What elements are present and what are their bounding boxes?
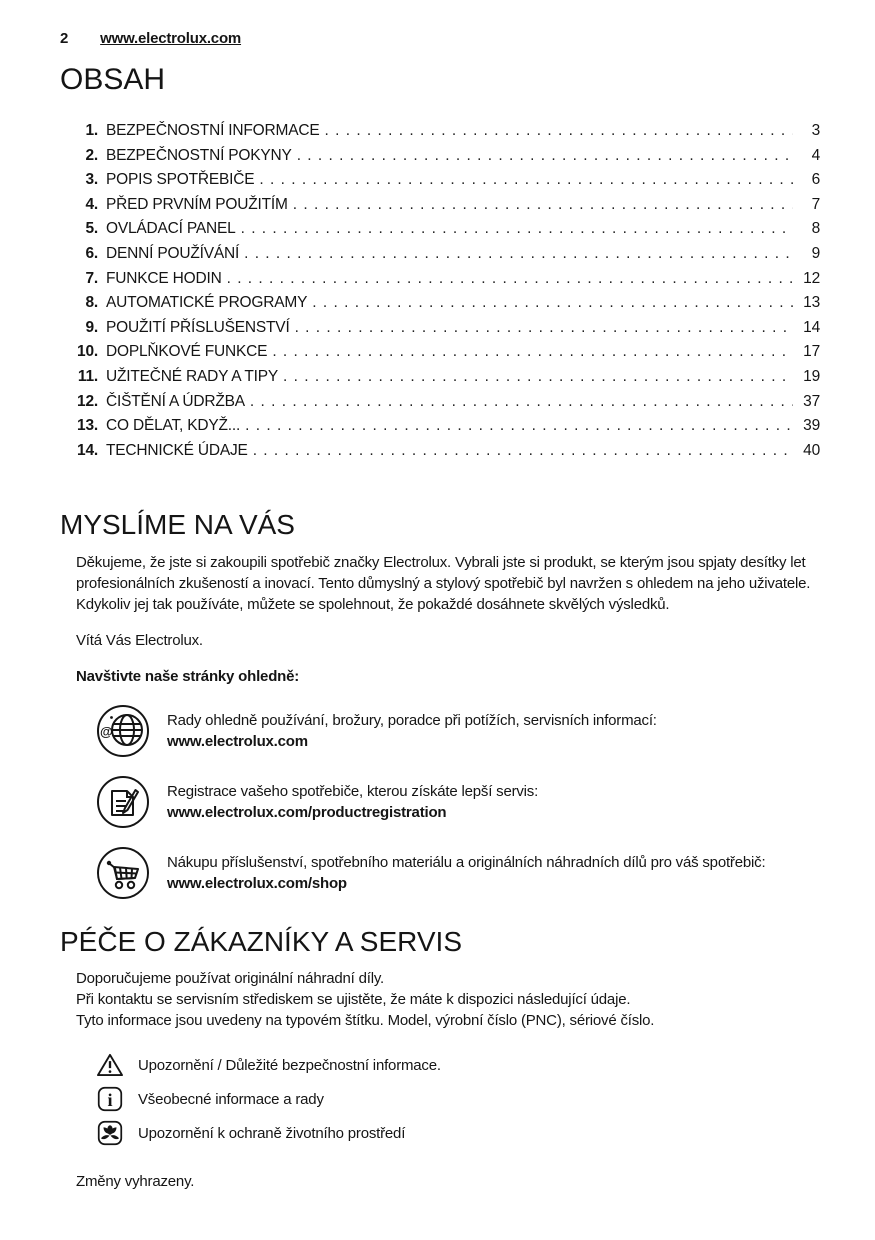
toc-entry-number: 6. xyxy=(85,244,98,262)
info-icon xyxy=(96,1085,124,1113)
toc-entry[interactable] xyxy=(60,267,820,292)
link-url[interactable]: www.electrolux.com/productregistration xyxy=(167,804,447,822)
toc-entry-number: 8. xyxy=(85,294,98,312)
dot-leader xyxy=(283,365,793,390)
toc-entry-label: BEZPEČNOSTNÍ INFORMACE xyxy=(106,122,320,139)
toc-entry-page: 17 xyxy=(803,343,820,361)
toc-entry-label: PŘED PRVNÍM POUŽITÍM xyxy=(106,195,288,213)
service-line: Tyto informace jsou uvedeny na typovém štítku. Model, výrobní číslo (PNC), sériové číslo. xyxy=(76,1012,655,1030)
info-note-row xyxy=(96,1085,820,1113)
toc-entry-number: 1. xyxy=(85,122,98,139)
product-registration-icon xyxy=(96,775,150,829)
header-site-url: www.electrolux.com xyxy=(100,30,242,47)
toc-entry-page: 39 xyxy=(803,417,820,435)
customer-care-title: PÉČE O ZÁKAZNÍKY A SERVIS xyxy=(60,926,463,958)
subject-to-change-note: Změny vyhrazeny. xyxy=(76,1173,195,1191)
website-link-row xyxy=(96,704,820,758)
toc-entry-page: 7 xyxy=(811,195,820,213)
toc-entry-number: 7. xyxy=(85,269,98,287)
toc-entry[interactable] xyxy=(60,414,820,439)
toc-entry[interactable] xyxy=(60,439,820,464)
toc-entry[interactable] xyxy=(60,119,820,144)
link-url[interactable]: www.electrolux.com/shop xyxy=(167,875,347,893)
toc-entry-page: 37 xyxy=(803,392,820,410)
dot-leader xyxy=(259,168,793,193)
link-description: Rady ohledně používání, brožury, poradce při potížích, servisních informací: xyxy=(167,712,657,730)
intro-paragraph: Děkujeme, že jste si zakoupili spotřebič značky Electrolux. Vybrali jste si produkt, se kterým jsou spjaty desítky let profesionálních zkušeností a inovací. Tento důmyslný a stylový spotřebič byl navržen s ohledem na jeho uživatele. Kdykoliv jej tak používáte, můžete se spolehnout, že pokaždé dosáhnete skvělých výsledků. xyxy=(76,554,811,614)
toc-entry-number: 5. xyxy=(85,220,98,238)
dot-leader xyxy=(227,267,793,292)
toc-entry[interactable] xyxy=(60,242,820,267)
toc-entry[interactable] xyxy=(60,193,820,218)
toc-entry-page: 9 xyxy=(811,244,820,262)
note-text: Všeobecné informace a rady xyxy=(138,1090,324,1108)
toc-entry-number: 13. xyxy=(77,417,98,435)
toc-entry-label: DENNÍ POUŽÍVÁNÍ xyxy=(106,244,240,262)
table-of-contents xyxy=(60,119,820,463)
toc-entry[interactable] xyxy=(60,217,820,242)
we-think-of-you-title: MYSLÍME NA VÁS xyxy=(60,509,295,541)
toc-entry[interactable] xyxy=(60,316,820,341)
dot-leader xyxy=(244,242,793,267)
link-description: Nákupu příslušenství, spotřebního materiálu a originálních náhradních dílů pro váš spotřebič: xyxy=(167,854,766,872)
toc-entry-page: 4 xyxy=(811,146,820,164)
page-header xyxy=(60,30,820,47)
dot-leader xyxy=(241,217,793,242)
note-text: Upozornění k ochraně životního prostředí xyxy=(138,1124,406,1142)
toc-entry[interactable] xyxy=(60,291,820,316)
toc-entry-page: 13 xyxy=(803,294,820,312)
toc-entry-label: CO DĚLAT, KDYŽ... xyxy=(106,417,241,435)
dot-leader xyxy=(250,390,793,415)
toc-entry-label: FUNKCE HODIN xyxy=(106,269,222,287)
service-line: Doporučujeme používat originální náhradní díly. xyxy=(76,970,385,988)
toc-entry[interactable] xyxy=(60,168,820,193)
toc-entry-number: 10. xyxy=(77,343,98,361)
shop-link-row xyxy=(96,846,820,900)
dot-leader xyxy=(253,439,793,464)
toc-entry-number: 3. xyxy=(85,171,98,189)
toc-entry-label: TECHNICKÉ ÚDAJE xyxy=(106,441,248,459)
warning-triangle-icon xyxy=(96,1051,124,1079)
toc-entry-page: 14 xyxy=(803,318,820,336)
toc-entry-label: UŽITEČNÉ RADY A TIPY xyxy=(106,367,279,385)
toc-entry-number: 11. xyxy=(77,367,98,385)
toc-entry-page: 6 xyxy=(811,171,820,189)
toc-entry-number: 2. xyxy=(85,146,98,164)
toc-entry-page: 8 xyxy=(811,220,820,238)
registration-link-row xyxy=(96,775,820,829)
toc-entry-number: 4. xyxy=(85,195,98,213)
toc-entry[interactable] xyxy=(60,340,820,365)
link-url[interactable]: www.electrolux.com xyxy=(167,733,308,751)
toc-entry-label: ČIŠTĚNÍ A ÚDRŽBA xyxy=(106,392,245,410)
toc-entry-page: 12 xyxy=(803,269,820,287)
toc-entry-label: POPIS SPOTŘEBIČE xyxy=(106,171,255,189)
globe-at-icon xyxy=(96,704,150,758)
dot-leader xyxy=(245,414,793,439)
svg-text:i: i xyxy=(107,1090,113,1111)
page-number: 2 xyxy=(60,30,69,47)
toc-title: OBSAH xyxy=(60,63,166,96)
toc-entry-label: AUTOMATICKÉ PROGRAMY xyxy=(106,294,308,312)
toc-entry-number: 9. xyxy=(85,318,98,336)
toc-entry-number: 14. xyxy=(77,441,98,459)
svg-text:@: @ xyxy=(100,724,113,740)
toc-entry-label: BEZPEČNOSTNÍ POKYNY xyxy=(106,146,292,164)
visit-heading: Navštivte naše stránky ohledně: xyxy=(76,668,300,686)
note-text: Upozornění / Důležité bezpečnostní informace. xyxy=(138,1056,441,1074)
dot-leader xyxy=(324,119,793,144)
dot-leader xyxy=(295,316,793,341)
toc-entry-label: OVLÁDACÍ PANEL xyxy=(106,220,236,238)
toc-entry[interactable] xyxy=(60,390,820,415)
service-line: Při kontaktu se servisním střediskem se ujistěte, že máte k dispozici následující údaje. xyxy=(76,991,631,1009)
toc-entry-page: 19 xyxy=(803,367,820,385)
dot-leader xyxy=(293,193,793,218)
dot-leader xyxy=(272,340,793,365)
toc-entry-label: DOPLŇKOVÉ FUNKCE xyxy=(106,343,268,361)
toc-entry[interactable] xyxy=(60,365,820,390)
eco-flower-icon xyxy=(96,1119,124,1147)
dot-leader xyxy=(312,291,793,316)
toc-entry-page: 3 xyxy=(811,122,820,139)
toc-entry-page: 40 xyxy=(803,441,820,459)
toc-entry-number: 12. xyxy=(77,392,98,410)
welcome-line: Vítá Vás Electrolux. xyxy=(76,632,203,650)
warning-note-row xyxy=(96,1051,820,1079)
toc-entry-label: POUŽITÍ PŘÍSLUŠENSTVÍ xyxy=(106,318,290,336)
eco-note-row xyxy=(96,1119,820,1147)
dot-leader xyxy=(297,144,793,169)
shopping-cart-icon xyxy=(96,846,150,900)
link-description: Registrace vašeho spotřebiče, kterou získáte lepší servis: xyxy=(167,783,539,801)
toc-entry[interactable] xyxy=(60,144,820,169)
